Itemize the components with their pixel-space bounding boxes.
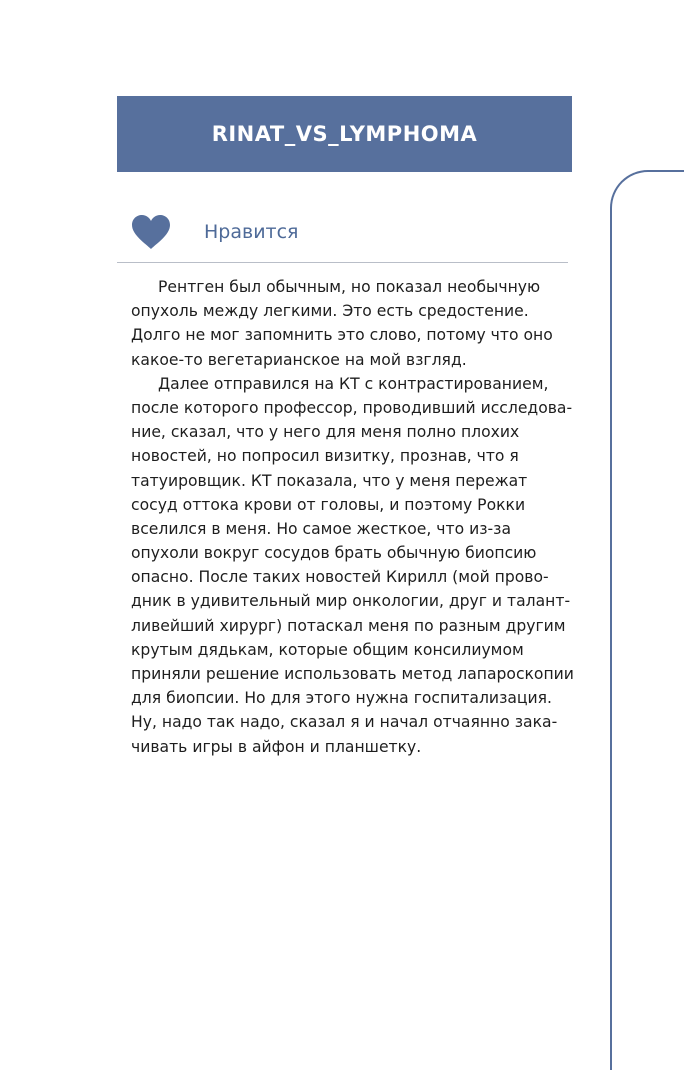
body-line: Далее отправился на КТ с контрастированием,: [158, 374, 549, 393]
heart-icon[interactable]: [131, 214, 171, 250]
body-line: ние, сказал, что у него для меня полно плохих: [131, 423, 520, 442]
body-line: вселился в меня. Но самое жесткое, что из-за: [131, 519, 511, 538]
body-line: дник в удивительный мир онкологии, друг и талант-: [131, 592, 571, 611]
body-line: опасно. После таких новостей Кирилл (мой прово-: [131, 568, 549, 587]
body-line: Ну, надо так надо, сказал я и начал отчаянно зака-: [131, 713, 558, 732]
divider: [117, 262, 568, 263]
body-line: приняли решение использовать метод лапароскопии: [131, 665, 574, 683]
body-line: крутым дядькам, которые общим консилиумом: [131, 640, 524, 659]
body-line: опухоли вокруг сосудов брать обычную биопсию: [131, 544, 537, 563]
article-body: [131, 275, 581, 759]
body-line: ливейший хирург) потаскал меня по разным другим: [131, 616, 566, 635]
header-banner: [117, 96, 572, 172]
body-line: сосуд оттока крови от головы, и поэтому Рокки: [131, 495, 526, 514]
body-line: Долго не мог запомнить это слово, потому что оно: [131, 326, 553, 345]
header-title: RINAT_VS_LYMPHOMA: [211, 122, 478, 146]
body-line: после которого профессор, проводивший исследова-: [131, 398, 573, 417]
body-line: опухоль между легкими. Это есть средостение.: [131, 302, 529, 321]
like-label[interactable]: Нравится: [204, 221, 299, 243]
body-line: татуировщик. КТ показала, что у меня пережат: [131, 471, 528, 490]
body-line: какое-то вегетарианское на мой взгляд.: [131, 350, 467, 369]
like-row[interactable]: [131, 212, 298, 252]
body-line: новостей, но попросил визитку, прознав, что я: [131, 447, 519, 466]
body-line: для биопсии. Но для этого нужна госпитализация.: [131, 689, 553, 708]
body-line: чивать игры в айфон и планшетку.: [131, 737, 422, 756]
page-edge-decoration: [610, 170, 684, 1070]
body-line: Рентген был обычным, но показал необычную: [158, 278, 541, 296]
